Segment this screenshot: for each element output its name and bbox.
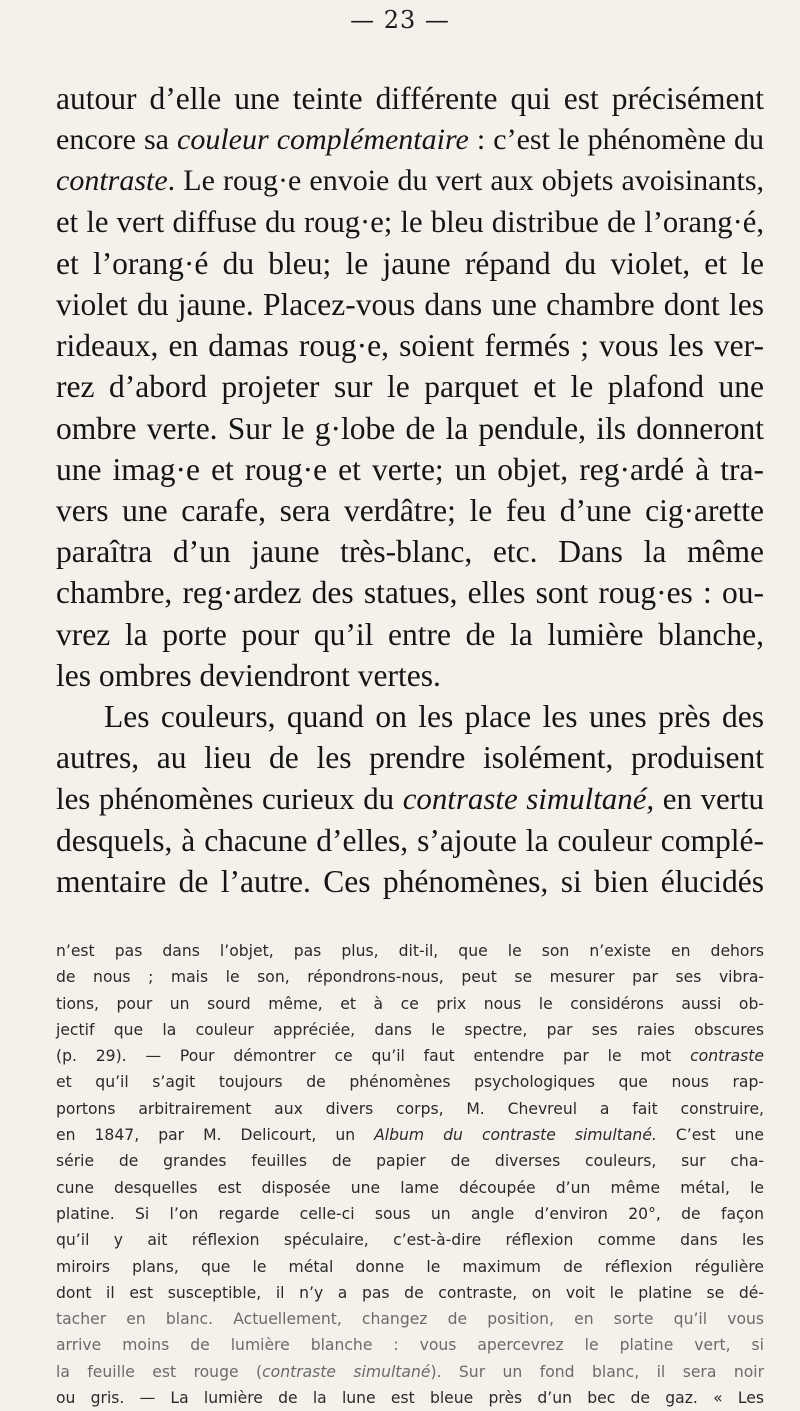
main-line: rez d’abord projeter sur le parquet et le plafond une [56,369,764,405]
footnote-line: miroirs plans, que le métal donne le maximum de réflexion régulière [56,1257,764,1276]
main-line: vers une carafe, sera verdâtre; le feu d’une cig·arette [56,493,764,529]
main-line: ombre verte. Sur le g·lobe de la pendule, ils donneront [56,410,764,446]
main-line: chambre, reg·ardez des statues, elles sont roug·es : ou- [56,575,764,611]
footnote [56,938,764,1411]
footnote-line: arrive moins de lumière blanche : vous apercevrez le platine vert, si [56,1336,764,1355]
footnote-line: portons arbitrairement aux divers corps, M. Chevreul a fait construire, [56,1099,764,1118]
footnote-line: et qu’il s’agit toujours de phénomènes psychologiques que nous rap- [56,1073,764,1092]
footnote-line: n’est pas dans l’objet, pas plus, dit-il, que le son n’existe en dehors [56,942,764,960]
footnote-line: tions, pour un sourd même, et à ce prix nous le considérons aussi ob- [56,994,764,1013]
main-line: et le vert diffuse du roug·e; le bleu distribue de l’orang·é, [56,204,764,239]
italic-text: contraste [56,164,168,198]
footnote-line: jectif que la couleur appréciée, dans le spectre, par ses raies obscures [56,1020,764,1039]
main-line: une imag·e et roug·e et verte; un objet, reg·ardé à tra- [56,451,764,487]
italic-text: couleur complémentaire [177,123,469,157]
main-line: autour d’elle une teinte différente qui est précisément [56,81,764,116]
main-line: rideaux, en damas roug·e, soient fermés ; vous les ver- [56,328,764,364]
footnote-line: (p. 29). — Pour démontrer ce qu’il faut entendre par le mot contraste [56,1047,764,1066]
main-line: Les couleurs, quand on les place les unes près des [104,699,764,735]
main-line: autres, au lieu de les prendre isolément, produisent [56,740,764,776]
footnote-line: cune desquelles est disposée une lame découpée d’un même métal, le [56,1178,764,1197]
footnote-line: platine. Si l’on regarde celle-ci sous un angle d’environ 20°, de façon [56,1204,764,1223]
main-line: violet du jaune. Placez-vous dans une chambre dont les [56,287,764,323]
main-line: encore sa couleur complémentaire : c’est le phénomène du [56,123,764,157]
main-line: contraste. Le roug·e envoie du vert aux objets avoisinants, [56,164,764,198]
main-line: les ombres deviendront vertes. [56,657,441,693]
italic-text: Album du contraste simultané. [374,1126,657,1145]
main-line: et l’orang·é du bleu; le jaune répand du violet, et le [56,245,764,281]
main-line: mentaire de l’autre. Ces phénomènes, si bien élucidés [56,863,764,899]
main-line: desquels, à chacune d’elles, s’ajoute la couleur complé- [56,822,764,858]
footnote-line: ou gris. — La lumière de la lune est bleue près d’un bec de gaz. « Les [56,1389,764,1408]
italic-text: contraste simultané [262,1362,431,1381]
footnote-line: série de grandes feuilles de papier de diverses couleurs, sur cha- [56,1152,764,1171]
footnote-line: de nous ; mais le son, répondrons-nous, peut se mesurer par ses vibra- [56,968,764,987]
main-text [56,78,764,902]
italic-text: contraste [690,1047,764,1066]
footnote-line: en 1847, par M. Delicourt, un Album du contraste simultané. C’est une [56,1126,764,1145]
footnote-line: dont il est susceptible, il n’y a pas de contraste, on voit le platine se dé- [56,1283,764,1302]
main-line: paraîtra d’un jaune très-blanc, etc. Dans la même [56,534,764,570]
main-line: vrez la porte pour qu’il entre de la lumière blanche, [56,616,764,652]
page-number: — 23 — [350,6,450,34]
footnote-line: la feuille est rouge (contraste simultané). Sur un fond blanc, il sera noir [56,1362,764,1381]
footnote-line: qu’il y ait réflexion spéculaire, c’est-à-dire réflexion comme dans les [56,1231,764,1250]
main-line: les phénomènes curieux du contraste simultané, en vertu [56,781,764,817]
italic-text: contraste simultané, [402,781,655,817]
footnote-line: tacher en blanc. Actuellement, changez de position, en sorte qu’il vous [56,1310,764,1329]
